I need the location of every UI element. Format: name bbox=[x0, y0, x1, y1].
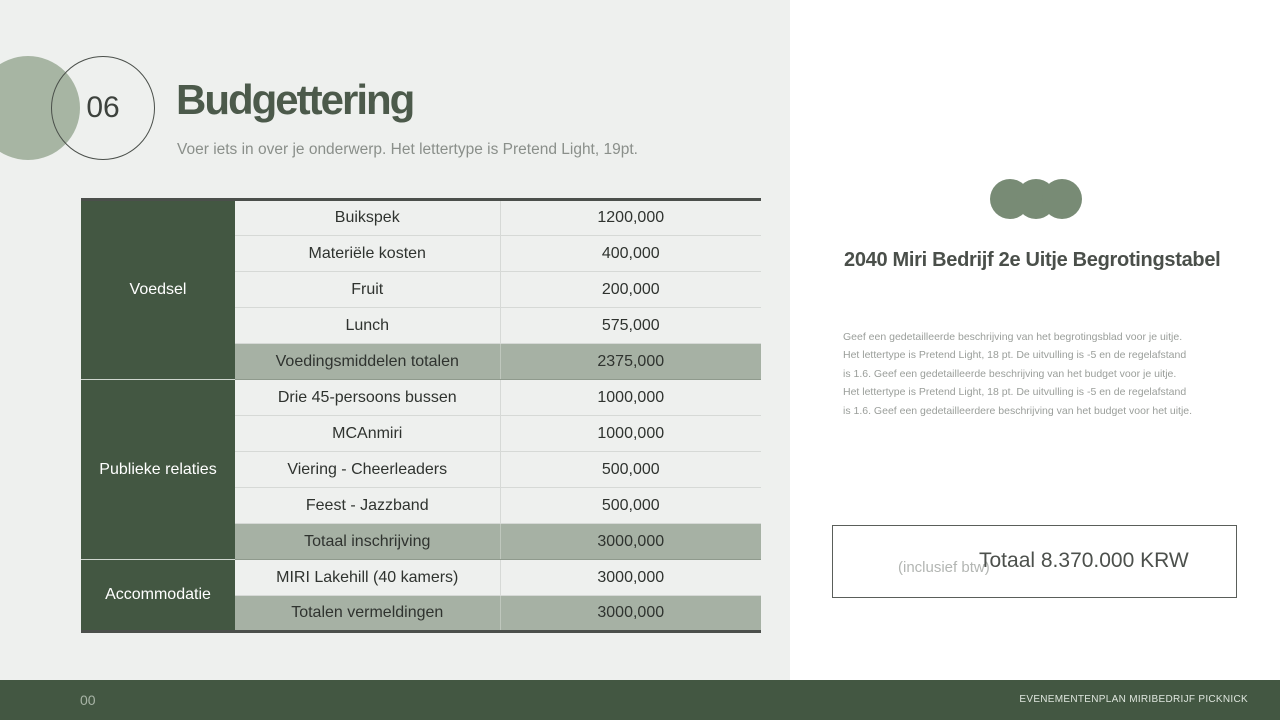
description-line: Het lettertype is Pretend Light, 18 pt. De uitvulling is -5 en de regelafstand bbox=[843, 386, 1187, 399]
decorative-dots bbox=[990, 179, 1082, 219]
item-cell: Feest - Jazzband bbox=[235, 488, 500, 524]
budget-table-heading: 2040 Miri Bedrijf 2e Uitje Begrotingstabel bbox=[844, 249, 1221, 271]
amount-cell: 200,000 bbox=[500, 272, 761, 308]
page-title: Budgettering bbox=[176, 76, 414, 123]
amount-cell: 3000,000 bbox=[500, 524, 761, 560]
amount-cell: 1000,000 bbox=[500, 416, 761, 452]
budget-table bbox=[81, 198, 761, 633]
page-number: 00 bbox=[80, 692, 96, 708]
budget-table-body bbox=[81, 200, 761, 632]
table-row bbox=[81, 560, 761, 596]
description-line: Het lettertype is Pretend Light, 18 pt. De uitvulling is -5 en de regelafstand bbox=[843, 349, 1187, 362]
table-row bbox=[81, 200, 761, 236]
item-cell: Lunch bbox=[235, 308, 500, 344]
amount-cell: 575,000 bbox=[500, 308, 761, 344]
item-cell: Buikspek bbox=[235, 200, 500, 236]
amount-cell: 400,000 bbox=[500, 236, 761, 272]
section-number: 06 bbox=[86, 91, 120, 124]
item-cell: Voedingsmiddelen totalen bbox=[235, 344, 500, 380]
page-subtitle: Voer iets in over je onderwerp. Het lettertype is Pretend Light, 19pt. bbox=[177, 141, 638, 158]
total-vat-note: (inclusief btw) bbox=[898, 559, 990, 576]
footer-title: EVENEMENTENPLAN MIRIBEDRIJF PICKNICK bbox=[1019, 694, 1248, 705]
category-cell: Publieke relaties bbox=[81, 380, 235, 560]
description-line: is 1.6. Geef een gedetailleerde beschrijving van het budget voor je uitje. bbox=[843, 367, 1177, 380]
category-cell: Voedsel bbox=[81, 200, 235, 380]
description-line: is 1.6. Geef een gedetailleerdere beschrijving van het budget voor het uitje. bbox=[843, 404, 1193, 417]
description-line: Geef een gedetailleerde beschrijving van het begrotingsblad voor je uitje. bbox=[843, 331, 1183, 343]
item-cell: Viering - Cheerleaders bbox=[235, 452, 500, 488]
item-cell: Totaal inschrijving bbox=[235, 524, 500, 560]
category-cell: Accommodatie bbox=[81, 560, 235, 632]
amount-cell: 1000,000 bbox=[500, 380, 761, 416]
amount-cell: 2375,000 bbox=[500, 344, 761, 380]
grand-total: Totaal 8.370.000 KRW bbox=[979, 549, 1189, 572]
amount-cell: 3000,000 bbox=[500, 596, 761, 632]
decorative-dot bbox=[1042, 179, 1082, 219]
budget-description bbox=[843, 328, 1229, 420]
item-cell: Fruit bbox=[235, 272, 500, 308]
item-cell: Totalen vermeldingen bbox=[235, 596, 500, 632]
amount-cell: 500,000 bbox=[500, 488, 761, 524]
table-row bbox=[81, 380, 761, 416]
footer-bar bbox=[0, 680, 1280, 720]
amount-cell: 3000,000 bbox=[500, 560, 761, 596]
item-cell: MCAnmiri bbox=[235, 416, 500, 452]
item-cell: Drie 45-persoons bussen bbox=[235, 380, 500, 416]
item-cell: Materiële kosten bbox=[235, 236, 500, 272]
amount-cell: 1200,000 bbox=[500, 200, 761, 236]
item-cell: MIRI Lakehill (40 kamers) bbox=[235, 560, 500, 596]
amount-cell: 500,000 bbox=[500, 452, 761, 488]
